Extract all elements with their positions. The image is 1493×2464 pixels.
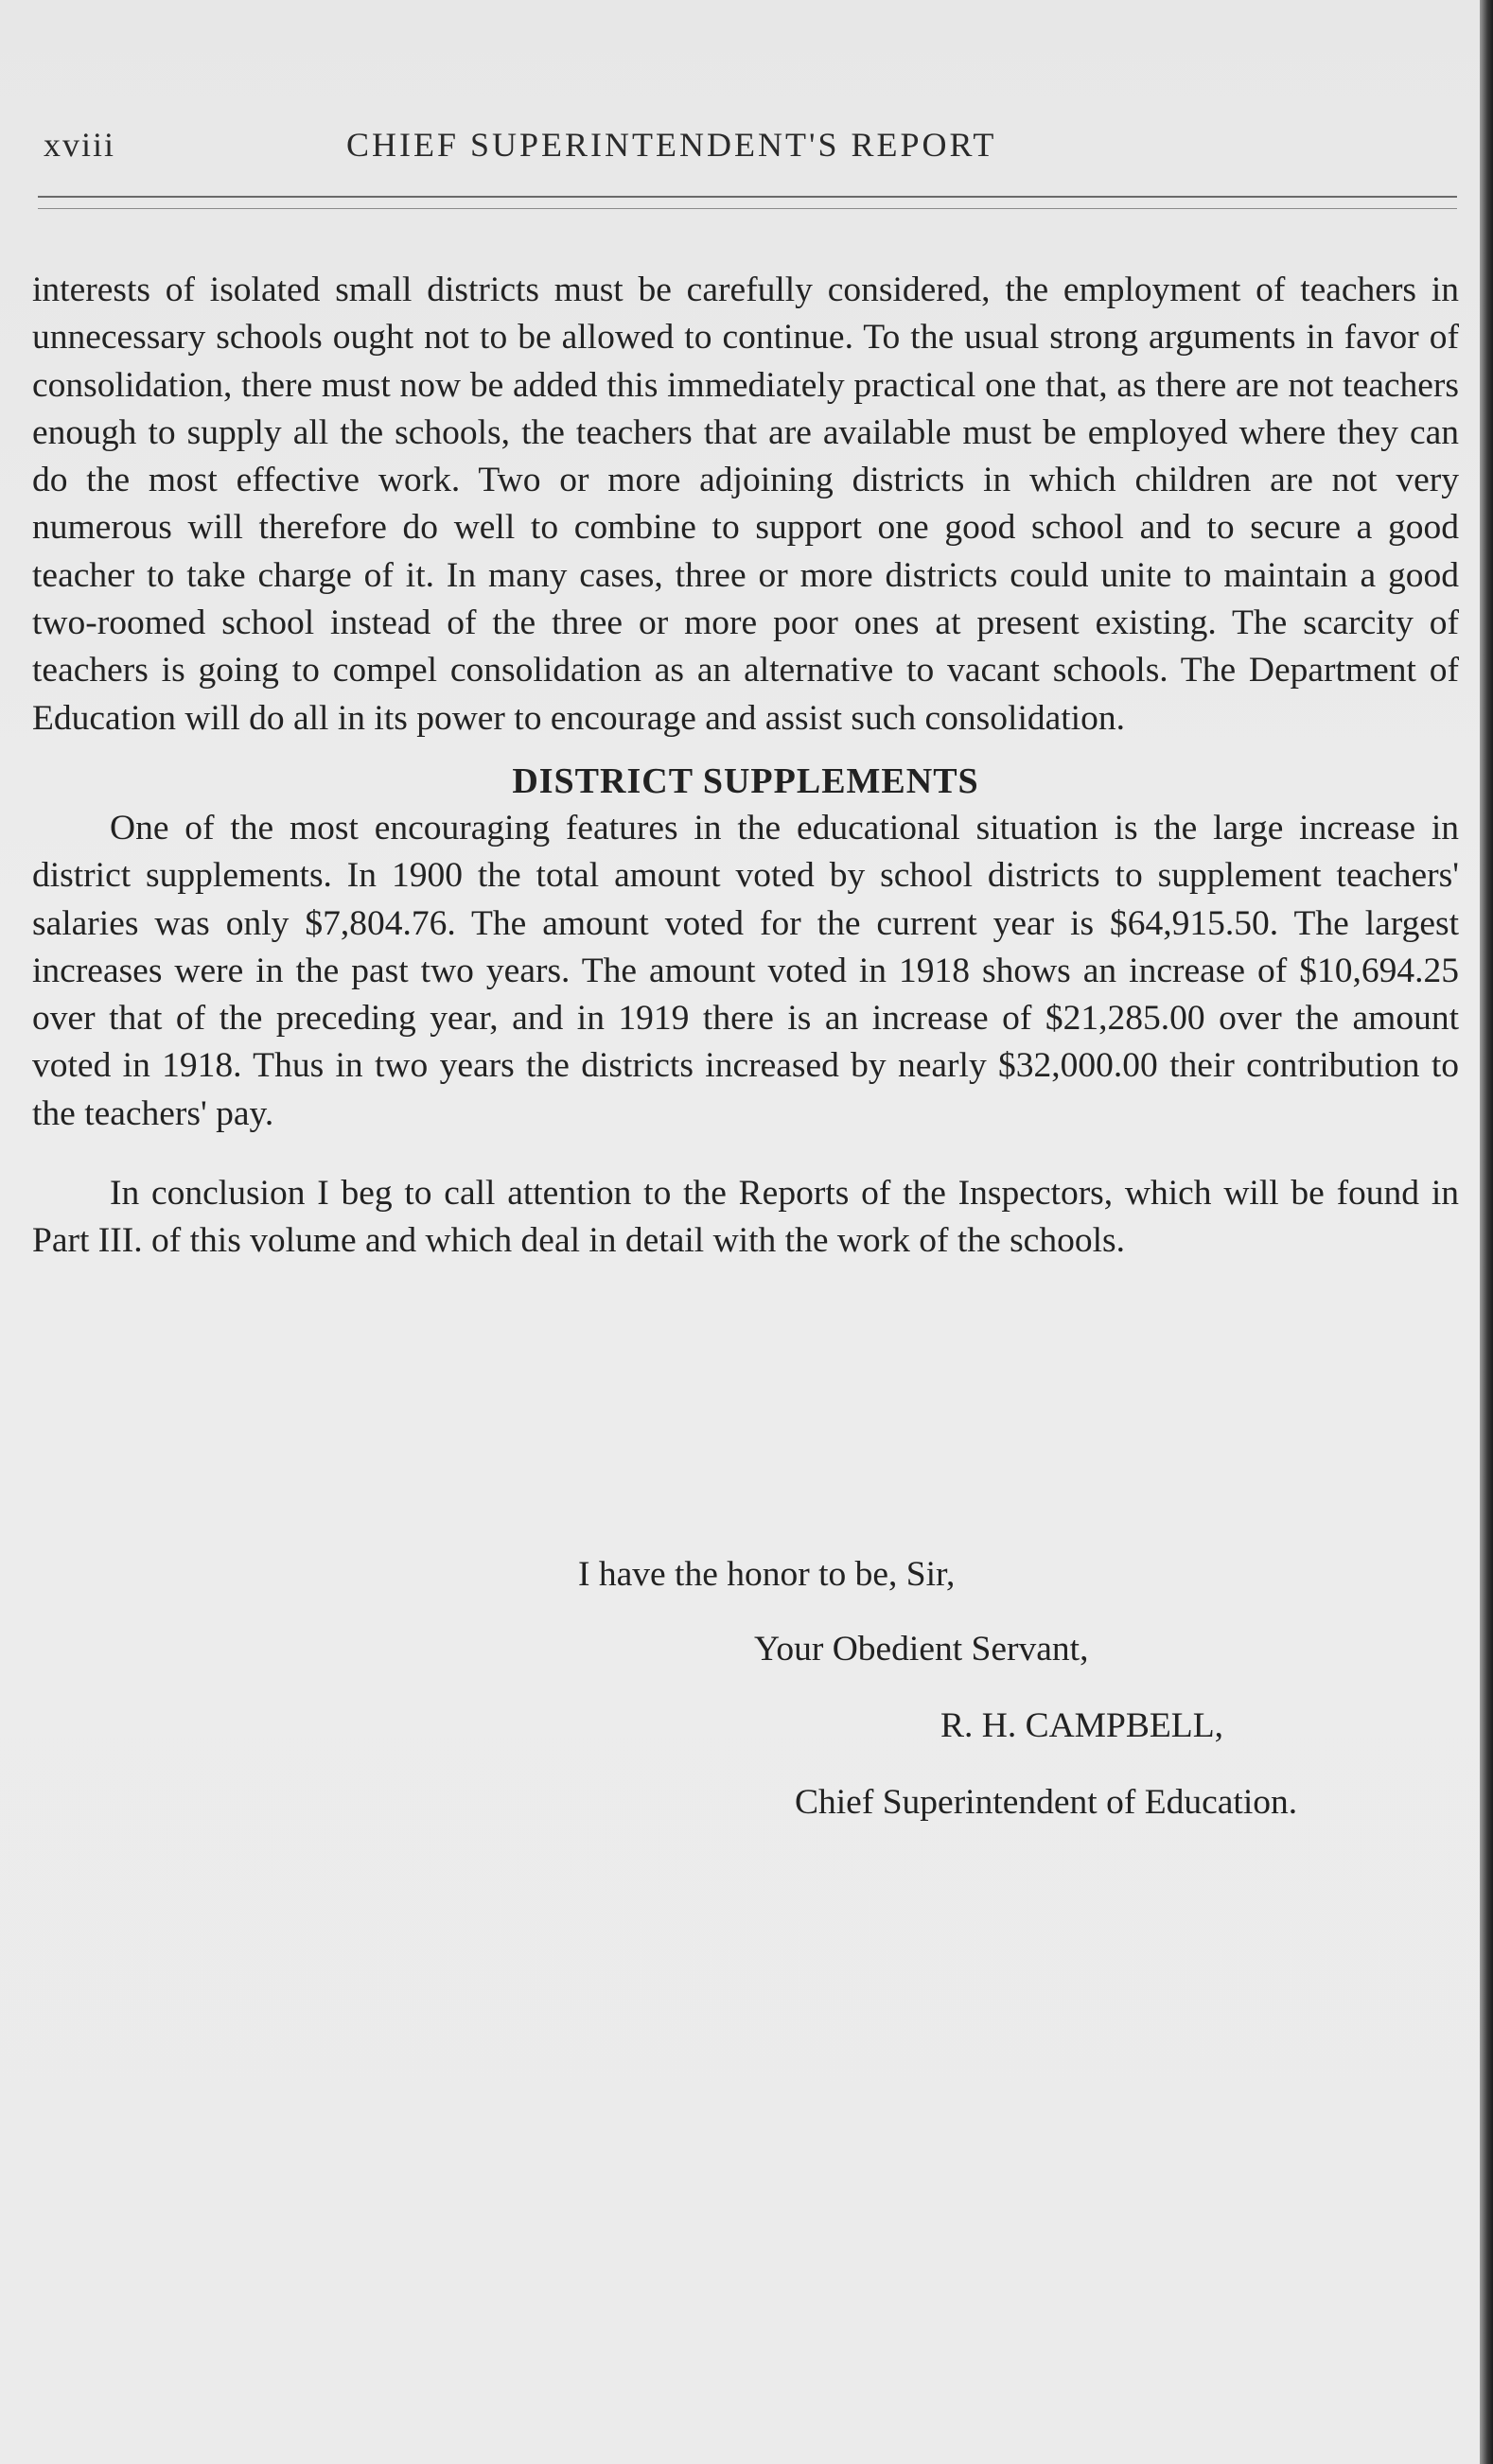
page-header (34, 125, 1463, 172)
paragraph-gap (32, 1138, 1459, 1170)
closing-salutation: I have the honor to be, Sir, (578, 1555, 956, 1594)
page-number: xviii (44, 126, 116, 164)
paragraph-district-supplements: One of the most encouraging features in the educational situation is the large increase in district supplements. In 1900 the total amount voted by school districts to supplement teachers' salaries was only $7,804.76. The amount voted for the current year is $64,915.50. The largest increases were in the past two years. The amount voted in 1918 shows an increase of $10,694.25 over that of the preceding year, and in 1919 there is an increase of $21,285.00 over the amount voted in 1918. Thus in two years the districts increased by nearly $32,000.00 their contribution to the teachers' pay. (32, 808, 1459, 1133)
signatory-name: R. H. CAMPBELL, (940, 1706, 1223, 1745)
closing-sign-off: Your Obedient Servant, (754, 1630, 1089, 1669)
running-title: CHIEF SUPERINTENDENT'S REPORT (346, 126, 997, 164)
page-edge-shadow (1480, 0, 1493, 2464)
body-text (32, 267, 1459, 1266)
section-heading: DISTRICT SUPPLEMENTS (512, 760, 979, 801)
signatory-title: Chief Superintendent of Education. (795, 1783, 1298, 1822)
header-rule (38, 196, 1457, 198)
header-rule-thin (38, 208, 1457, 209)
paragraph-conclusion: In conclusion I beg to call attention to the Reports of the Inspectors, which will be found in Part III. of this volume and which deal in detail with the work of the schools. (32, 1174, 1459, 1261)
paragraph-consolidation: interests of isolated small districts must be carefully considered, the employment of teachers in unnecessary schools ought not to be allowed to continue. To the usual strong arguments in favor of consolidation, there must now be added this immediately practical one that, as there are not teachers enough to supply all the schools, the teachers that are available must be employed where they can do the most effective work. Two or more adjoining districts in which children are not very numerous will therefore do well to combine to support one good school and to secure a good teacher to take charge of it. In many cases, three or more districts could unite to maintain a good two-roomed school instead of the three or more poor ones at present existing. The scarcity of teachers is going to compel consolidation as an alternative to vacant schools. The Department of Education will do all in its power to encourage and assist such consolidation. (32, 271, 1459, 738)
